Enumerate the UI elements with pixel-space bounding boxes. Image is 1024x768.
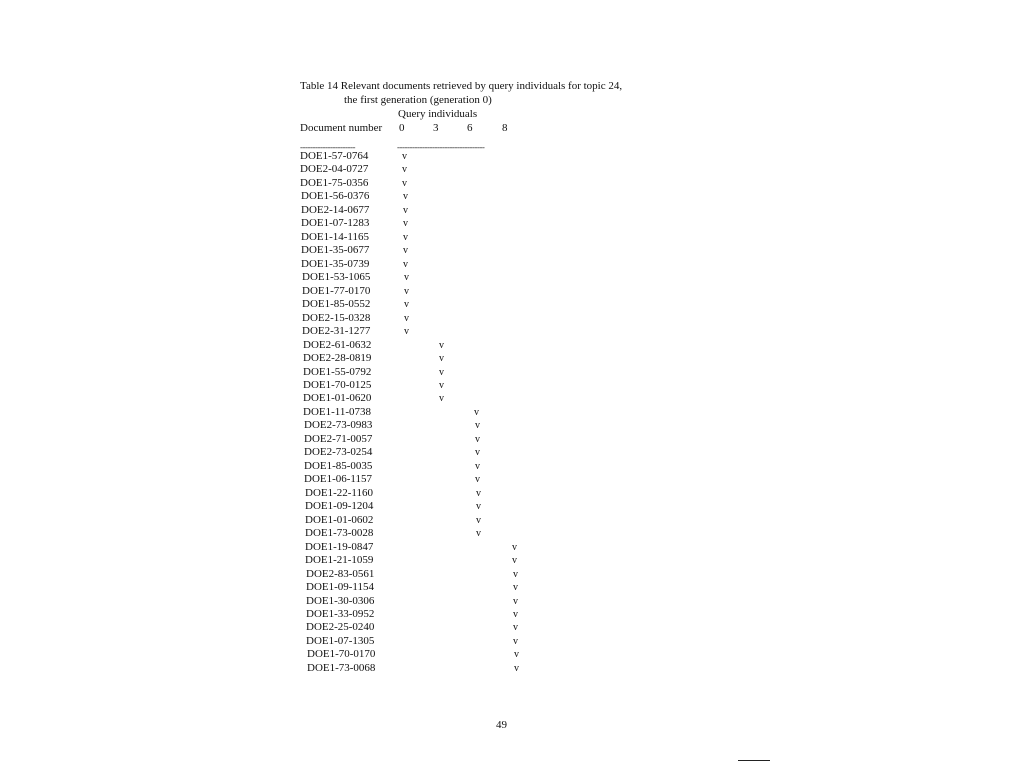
retrieved-check-mark-col-6: v <box>476 501 481 513</box>
table-row <box>302 284 409 298</box>
column-header-3: 3 <box>433 122 439 134</box>
document-number: DOE2-73-0254 <box>304 446 373 459</box>
table-row <box>300 176 407 190</box>
document-number: DOE1-30-0306 <box>306 594 375 607</box>
table-row <box>305 540 517 554</box>
table-row <box>307 661 519 675</box>
table-row <box>305 554 517 567</box>
retrieved-check-mark-col-6: v <box>475 433 480 445</box>
column-header-6: 6 <box>467 122 473 134</box>
document-number: DOE1-33-0952 <box>306 607 375 620</box>
column-header-0: 0 <box>399 122 405 134</box>
table-caption-line2: the first generation (generation 0) <box>344 94 492 106</box>
document-number: DOE1-75-0356 <box>300 176 369 189</box>
retrieved-check-mark-col-0: v <box>403 218 408 230</box>
document-number: DOE1-73-0068 <box>307 661 376 674</box>
document-number: DOE2-31-1277 <box>302 325 371 338</box>
retrieved-check-mark-col-3: v <box>439 393 444 405</box>
document-number: DOE1-22-1160 <box>305 486 374 499</box>
table-row <box>304 459 480 473</box>
doc-header-rule: ---------------------- <box>300 142 355 152</box>
document-number: DOE2-73-0983 <box>304 419 373 432</box>
table-row <box>301 203 408 217</box>
document-number: DOE1-06-1157 <box>304 473 373 486</box>
table-row <box>307 648 519 661</box>
retrieved-check-mark-col-0: v <box>404 326 409 338</box>
page-number: 49 <box>496 719 507 731</box>
table-row <box>306 621 518 634</box>
table-row <box>306 567 518 581</box>
document-number: DOE2-25-0240 <box>306 621 375 634</box>
document-number: DOE1-70-0170 <box>307 648 376 661</box>
document-number: DOE1-07-1283 <box>301 217 370 230</box>
retrieved-check-mark-col-0: v <box>403 204 408 216</box>
columns-header-rule: ----------------------------------- <box>397 142 485 152</box>
retrieved-check-mark-col-6: v <box>476 514 481 526</box>
retrieved-check-mark-col-8: v <box>513 582 518 594</box>
retrieved-check-mark-col-8: v <box>513 635 518 647</box>
retrieved-check-mark-col-0: v <box>402 164 407 176</box>
document-number: DOE1-57-0764 <box>300 150 369 162</box>
table-row <box>305 513 481 527</box>
table-row <box>300 150 407 163</box>
retrieved-check-mark-col-6: v <box>476 528 481 540</box>
document-number: DOE1-14-1165 <box>301 230 370 243</box>
retrieved-check-mark-col-0: v <box>402 177 407 189</box>
retrieved-check-mark-col-8: v <box>514 649 519 661</box>
document-number: DOE1-21-1059 <box>305 554 374 567</box>
table-row <box>301 230 408 244</box>
table-caption-line1: Table 14 Relevant documents retrieved by query individuals for topic 24, <box>300 80 623 92</box>
retrieved-check-mark-col-0: v <box>404 272 409 284</box>
document-number: DOE2-28-0819 <box>303 352 372 365</box>
table-row <box>302 298 409 311</box>
retrieved-check-mark-col-8: v <box>513 622 518 634</box>
query-individuals-header: Query individuals <box>398 108 478 120</box>
document-number: DOE1-35-0739 <box>301 257 370 270</box>
document-number: DOE1-35-0677 <box>301 244 370 257</box>
table-row <box>304 432 480 446</box>
table-row <box>303 405 479 419</box>
retrieved-check-mark-col-0: v <box>404 285 409 297</box>
table-row <box>302 325 409 338</box>
table-row <box>301 217 408 230</box>
retrieved-check-mark-col-8: v <box>514 662 519 674</box>
document-number: DOE1-01-0620 <box>303 392 372 405</box>
table-row <box>304 446 480 459</box>
document-number: DOE1-85-0552 <box>302 298 371 311</box>
document-number: DOE2-04-0727 <box>300 163 369 176</box>
table-row <box>303 352 444 365</box>
document-number: DOE1-70-0125 <box>303 378 372 391</box>
retrieved-check-mark-col-6: v <box>475 460 480 472</box>
document-number-header: Document number <box>300 122 383 134</box>
retrieved-check-mark-col-0: v <box>403 231 408 243</box>
table-row <box>306 594 518 608</box>
table-row <box>304 473 480 486</box>
document-number: DOE2-83-0561 <box>306 567 375 580</box>
table-row <box>306 607 518 621</box>
document-number: DOE2-61-0632 <box>303 338 372 351</box>
table-row <box>304 419 480 432</box>
retrieved-check-mark-col-3: v <box>439 366 444 378</box>
table-row <box>302 311 409 325</box>
document-number: DOE1-11-0738 <box>303 405 372 418</box>
document-number: DOE1-55-0792 <box>303 365 372 378</box>
retrieved-check-mark-col-0: v <box>403 258 408 270</box>
retrieved-check-mark-col-3: v <box>439 379 444 391</box>
table-row <box>305 527 481 540</box>
retrieved-check-mark-col-8: v <box>512 541 517 553</box>
table-row <box>303 338 444 352</box>
document-number: DOE1-09-1204 <box>305 500 374 513</box>
table-row <box>303 378 444 392</box>
retrieved-check-mark-col-3: v <box>439 353 444 365</box>
retrieved-check-mark-col-8: v <box>513 608 518 620</box>
retrieved-check-mark-col-8: v <box>513 595 518 607</box>
document-number: DOE1-53-1065 <box>302 271 371 284</box>
retrieved-check-mark-col-6: v <box>476 487 481 499</box>
column-header-8: 8 <box>502 122 508 134</box>
document-number: DOE1-85-0035 <box>304 459 373 472</box>
table-row <box>303 365 444 379</box>
retrieved-check-mark-col-3: v <box>439 339 444 351</box>
document-number: DOE1-07-1305 <box>306 634 375 647</box>
retrieved-check-mark-col-0: v <box>404 299 409 311</box>
retrieved-check-mark-col-8: v <box>513 568 518 580</box>
retrieved-check-mark-col-6: v <box>475 474 480 486</box>
retrieved-check-mark-col-6: v <box>475 420 480 432</box>
retrieved-check-mark-col-0: v <box>402 151 407 162</box>
document-number: DOE2-71-0057 <box>304 432 373 445</box>
document-number: DOE2-14-0677 <box>301 203 370 216</box>
table-row <box>301 244 408 257</box>
footer-rule <box>738 760 770 761</box>
table-row <box>305 500 481 513</box>
retrieved-check-mark-col-0: v <box>404 312 409 324</box>
retrieved-check-mark-col-0: v <box>403 245 408 257</box>
table-row <box>300 163 407 176</box>
retrieved-check-mark-col-8: v <box>512 555 517 567</box>
table-row <box>301 190 408 203</box>
document-number: DOE1-09-1154 <box>306 581 375 594</box>
retrieved-check-mark-col-6: v <box>475 447 480 459</box>
table-row <box>305 486 481 500</box>
retrieved-check-mark-col-0: v <box>403 191 408 203</box>
document-number: DOE1-56-0376 <box>301 190 370 203</box>
table-row <box>301 257 408 271</box>
table-row <box>306 581 518 594</box>
table-row <box>303 392 444 405</box>
document-number: DOE1-01-0602 <box>305 513 374 526</box>
document-number: DOE2-15-0328 <box>302 311 371 324</box>
document-number: DOE1-73-0028 <box>305 527 374 540</box>
document-number: DOE1-77-0170 <box>302 284 371 297</box>
retrieved-check-mark-col-6: v <box>474 406 479 418</box>
document-number: DOE1-19-0847 <box>305 540 374 553</box>
table-row <box>302 271 409 284</box>
table-row <box>306 634 518 648</box>
